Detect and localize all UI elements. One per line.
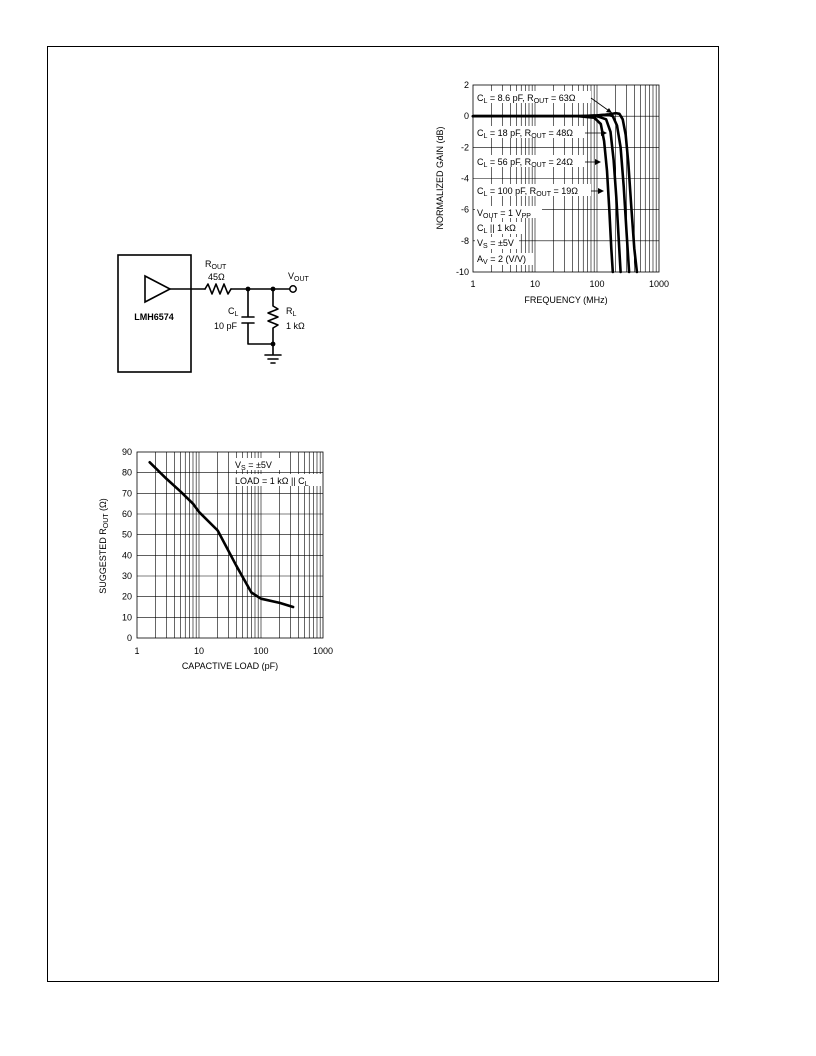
chart2-ytick: 30 (121, 571, 132, 581)
frequency-response-chart (425, 78, 685, 310)
chart1-xtick: 10 (529, 279, 541, 289)
chart1-ytick: 2 (463, 80, 469, 90)
cl-value: 10 pF (214, 321, 238, 331)
chart1-annotation-18: $C_L = 18$ pF, $R_{OUT} = 48\Omega$ (477, 128, 573, 140)
node-dot-3 (271, 342, 276, 347)
chart1-xtick: 100 (589, 279, 605, 289)
ic-label: LMH6574 (134, 312, 174, 322)
vout-label: $V_{OUT}$ (288, 271, 309, 283)
chart1-condition-vs: $V_S = \pm 5V$ (477, 238, 514, 250)
chart2-ytick: 10 (121, 612, 132, 623)
chart2-xtick: 1000 (312, 646, 334, 656)
chart1-xtick: 1000 (648, 279, 670, 289)
chart1-ytick: -8 (460, 235, 469, 246)
cl-label: $C_L$ (228, 306, 239, 318)
chart2-condition-vs: $V_S = \pm 5V$ (235, 460, 272, 472)
rl-label: $R_L$ (286, 306, 297, 318)
chart1-condition-load: $C_L$ || 1 kΩ (477, 223, 516, 235)
chart2-ylabel: SUGGESTED $R_{OUT}$ (Ω) (98, 498, 110, 594)
chart1-annotation-56: $C_L = 56$ pF, $R_{OUT} = 24\Omega$ (477, 157, 573, 169)
ground-icon (265, 355, 281, 363)
chart1-arrowhead (606, 108, 612, 113)
chart2-xtick: 10 (193, 646, 205, 656)
chart2-ytick: 0 (126, 633, 132, 643)
chart1-ytick: -4 (460, 173, 469, 184)
chart1-annotation-100: $C_L = 100$ pF, $R_{OUT} = 19\Omega$ (477, 186, 578, 198)
chart2-ytick: 40 (121, 550, 132, 561)
chart1-ytick: 0 (463, 111, 469, 122)
chart1-condition-av: $A_V = 2$ (V/V) (477, 254, 526, 266)
chart1-condition-vout: $V_{OUT} = 1$ $V_{PP}$ (477, 208, 531, 220)
chart2-ytick: 20 (121, 591, 132, 602)
chart1-ytick: -6 (460, 204, 469, 215)
chart2-xtick: 100 (253, 646, 269, 656)
chart2-ytick: 60 (121, 509, 132, 519)
chart1-ylabel: NORMALIZED GAIN (dB) (435, 126, 445, 230)
chart1-annotation-863: $C_L = 8.6$ pF, $R_{OUT} = 63\Omega$ (477, 93, 576, 105)
chart2-xlabel: CAPACTIVE LOAD (pF) (181, 661, 279, 671)
chart1-ytick: -2 (460, 142, 469, 153)
chart2-xtick: 1 (134, 646, 140, 656)
chart1-arrowhead (595, 159, 601, 165)
rl-value: 1 kΩ (286, 321, 305, 331)
chart1-xlabel: FREQUENCY (MHz) (524, 295, 608, 305)
chart1-ytick: -10 (455, 267, 469, 277)
rout-value: 45Ω (208, 272, 225, 282)
suggested-rout-chart (95, 445, 340, 675)
cl-capacitor (242, 289, 273, 344)
chart2-condition-load: LOAD = 1 kΩ || $C_L$ (235, 476, 309, 488)
rout-label: $R_{OUT}$ (205, 259, 227, 271)
chart1-xtick: 1 (470, 279, 476, 289)
chart2-ytick: 70 (121, 488, 132, 499)
buffer-triangle-icon (145, 276, 170, 302)
chart2-ytick: 80 (121, 467, 132, 478)
rout-resistor (205, 284, 231, 294)
schematic (110, 250, 330, 380)
chart2-ytick: 50 (121, 529, 132, 540)
vout-terminal (290, 286, 296, 292)
chart1-arrowhead (598, 188, 604, 194)
chart2-ytick: 90 (121, 447, 132, 457)
